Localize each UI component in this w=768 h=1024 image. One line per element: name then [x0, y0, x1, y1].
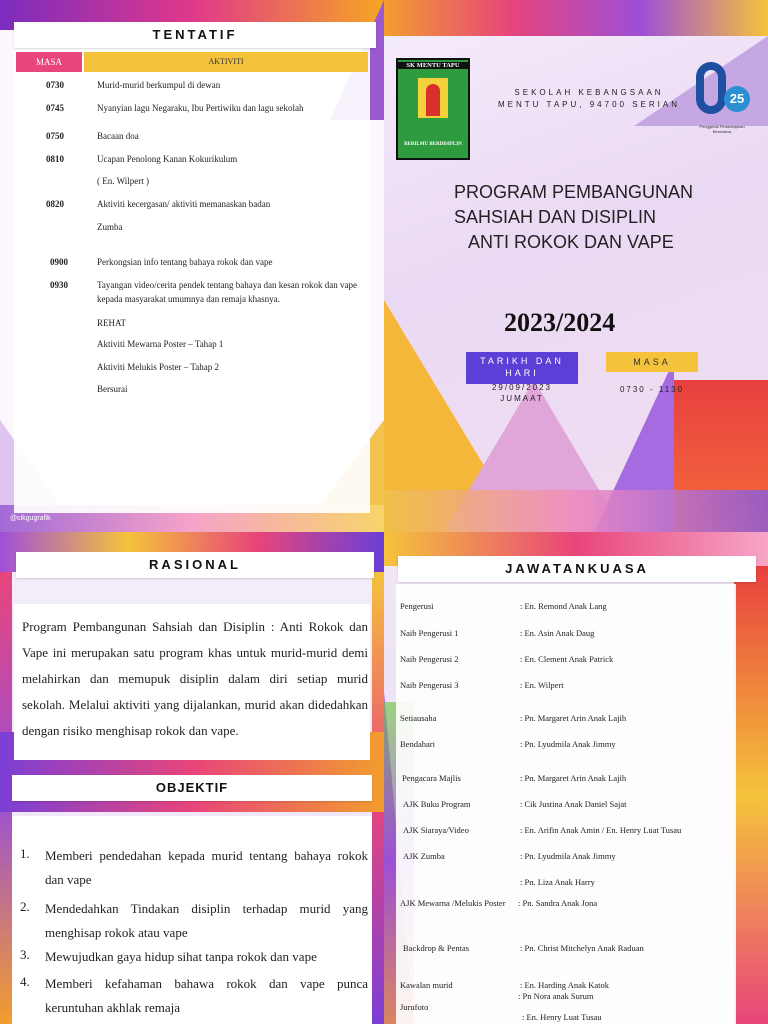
tt-activity: Perkongsian info tentang bahaya rokok dan vape: [97, 257, 273, 267]
program-title-line1: PROGRAM PEMBANGUNAN: [454, 182, 694, 202]
jk-role: AJK Mewarna /Melukis Poster: [400, 898, 506, 908]
program-title-line3: ANTI ROKOK DAN VAPE: [468, 232, 674, 252]
tt-activity: Aktiviti kecergasan/ aktiviti memanaskan badan: [97, 199, 271, 209]
logo-ring-icon: [696, 62, 726, 114]
col-header-masa: MASA: [16, 52, 82, 72]
logo-number: 25: [724, 86, 750, 112]
objektif-item: Mendedahkan Tindakan disiplin terhadap murid yang menghisap rokok atau vape: [45, 901, 368, 940]
tt-time: 0900: [50, 257, 68, 267]
jk-name: : Cik Justina Anak Daniel Sajat: [520, 799, 627, 809]
tt-activity: Zumba: [97, 222, 123, 232]
tt-time: 0745: [46, 103, 64, 113]
cover-panel: [384, 0, 768, 532]
watermark: @cikgugrafik: [10, 515, 51, 522]
jk-role: Naib Pengerusi 3: [400, 680, 459, 690]
jk-name: : Pn. Christ Mitchelyn Anak Raduan: [520, 943, 644, 953]
objektif-title: OBJEKTIF: [12, 775, 372, 801]
anniversary-logo: [690, 62, 754, 138]
jk-role: AJK Zumba: [403, 851, 445, 861]
objektif-number: 3.: [20, 947, 30, 962]
objektif-item: Mewujudkan gaya hidup sihat tanpa rokok dan vape: [45, 949, 317, 964]
jk-role: AJK Buku Program: [403, 799, 471, 809]
tt-activity: Aktiviti Melukis Poster – Tahap 2: [97, 362, 219, 372]
tt-activity: Aktiviti Mewarna Poster – Tahap 1: [97, 339, 224, 349]
jk-role: Backdrop & Pentas: [403, 943, 470, 953]
rasional-title: RASIONAL: [16, 552, 374, 578]
bg-shape: [384, 490, 768, 532]
logo-text-bottom: BERILMU BERDISIPLIN: [404, 142, 462, 147]
jk-name: : Pn. Sandra Anak Jona: [518, 898, 598, 908]
jk-role: Naib Pengerusi 2: [400, 654, 459, 664]
tt-time: 0730: [46, 80, 64, 90]
jk-name: : En. Asin Anak Daug: [520, 628, 595, 638]
jk-name: : Pn Nora anak Surum: [518, 991, 594, 1001]
tt-activity: ( En. Wilpert ): [97, 176, 149, 186]
school-name-line1: SEKOLAH KEBANGSAAN: [514, 88, 664, 97]
tt-time: 0820: [46, 199, 64, 209]
jawatankuasa-title: JAWATANKUASA: [398, 556, 756, 582]
logo-caption: Penggerak Pembelajaran Bermakna: [699, 124, 745, 134]
tarikh-value: 29/09/2023: [491, 383, 553, 392]
objektif-number: 4.: [20, 974, 30, 989]
tentatif-title: TENTATIF: [14, 22, 376, 48]
logo-emblem-icon: [426, 84, 440, 116]
tarikh-label: TARIKH DAN HARI: [466, 352, 578, 384]
jk-name: : En. Wilpert: [520, 680, 564, 690]
objektif-number: 1.: [20, 846, 30, 861]
objektif-item: Memberi kefahaman bahawa rokok dan vape punca keruntuhan akhlak remaja: [45, 976, 368, 1015]
jk-role: Pengerusi: [400, 601, 434, 611]
jk-name: : En. Henry Luat Tusau: [522, 1012, 602, 1022]
jk-role: Naib Pengerusi 1: [400, 628, 459, 638]
tt-activity: Nyanyian lagu Negaraku, Ibu Pertiwiku dan lagu sekolah: [97, 103, 304, 113]
tt-activity: Murid-murid berkumpul di dewan: [97, 80, 221, 90]
objektif-item: Memberi pendedahan kepada murid tentang bahaya rokok dan vape: [45, 848, 368, 887]
tentatif-panel: [0, 0, 384, 532]
tt-activity: Bacaan doa: [97, 131, 139, 141]
tt-activity: Ucapan Penolong Kanan Kokurikulum: [97, 154, 238, 164]
hari-value: JUMAAT: [500, 394, 544, 403]
tt-time: 0810: [46, 154, 64, 164]
tt-activity: Bersurai: [97, 384, 128, 394]
jk-name: : En. Arifin Anak Amin / En. Henry Luat Tusau: [520, 825, 682, 835]
rasional-body: Program Pembangunan Sahsiah dan Disiplin : Anti Rokok dan Vape ini merupakan satu program khas untuk murid-murid demi melahirkan dan memupuk disiplin dalam diri setiap murid sekolah. Melalui aktiviti yang dijalankan, murid akan didedahkan dengan risiko menghisap rokok dan vape.: [22, 619, 368, 738]
jk-name: : Pn. Lyudmila Anak Jimmy: [520, 739, 616, 749]
masa-value: 0730 - 1130: [619, 385, 685, 394]
program-title-line2: SAHSIAH DAN DISIPLIN: [454, 207, 657, 227]
jk-role: Kawalan murid: [400, 980, 453, 990]
tt-activity: Tayangan video/cerita pendek tentang bahaya dan kesan rokok dan vape kepada masyarakat umumnya dan remaja khasnya.: [97, 280, 358, 304]
jk-name: : En. Clement Anak Patrick: [520, 654, 614, 664]
jk-role: AJK Siaraya/Video: [403, 825, 469, 835]
jk-name: : Pn. Lyudmila Anak Jimmy: [520, 851, 616, 861]
jk-name: : Pn. Liza Anak Harry: [520, 877, 595, 887]
jk-name: : Pn. Margaret Arin Anak Lajih: [520, 773, 627, 783]
year-label: 2023/2024: [504, 308, 616, 337]
jk-role: Setiausaha: [400, 713, 437, 723]
tt-activity: REHAT: [97, 318, 126, 328]
logo-text-top: SK MENTU TAPU: [398, 62, 468, 69]
jk-name: : Pn. Margaret Arin Anak Lajih: [520, 713, 627, 723]
jk-role: Pengacara Majlis: [402, 773, 461, 783]
tt-time: 0750: [46, 131, 64, 141]
bg-shape: [734, 566, 768, 1024]
jk-role: Jurufoto: [400, 1002, 429, 1012]
masa-label: MASA: [606, 352, 698, 372]
school-name-line2: MENTU TAPU, 94700 SERIAN: [498, 100, 680, 109]
jk-name: : En. Harding Anak Katok: [520, 980, 609, 990]
jk-role: Bendahari: [400, 739, 435, 749]
tt-time: 0930: [50, 280, 68, 290]
jk-name: : En. Remond Anak Lang: [520, 601, 607, 611]
col-header-aktiviti: AKTIVITI: [84, 52, 368, 72]
objektif-number: 2.: [20, 899, 30, 914]
bg-shape: [384, 0, 768, 36]
school-logo: [396, 58, 470, 160]
rasional-panel: [0, 532, 384, 1024]
